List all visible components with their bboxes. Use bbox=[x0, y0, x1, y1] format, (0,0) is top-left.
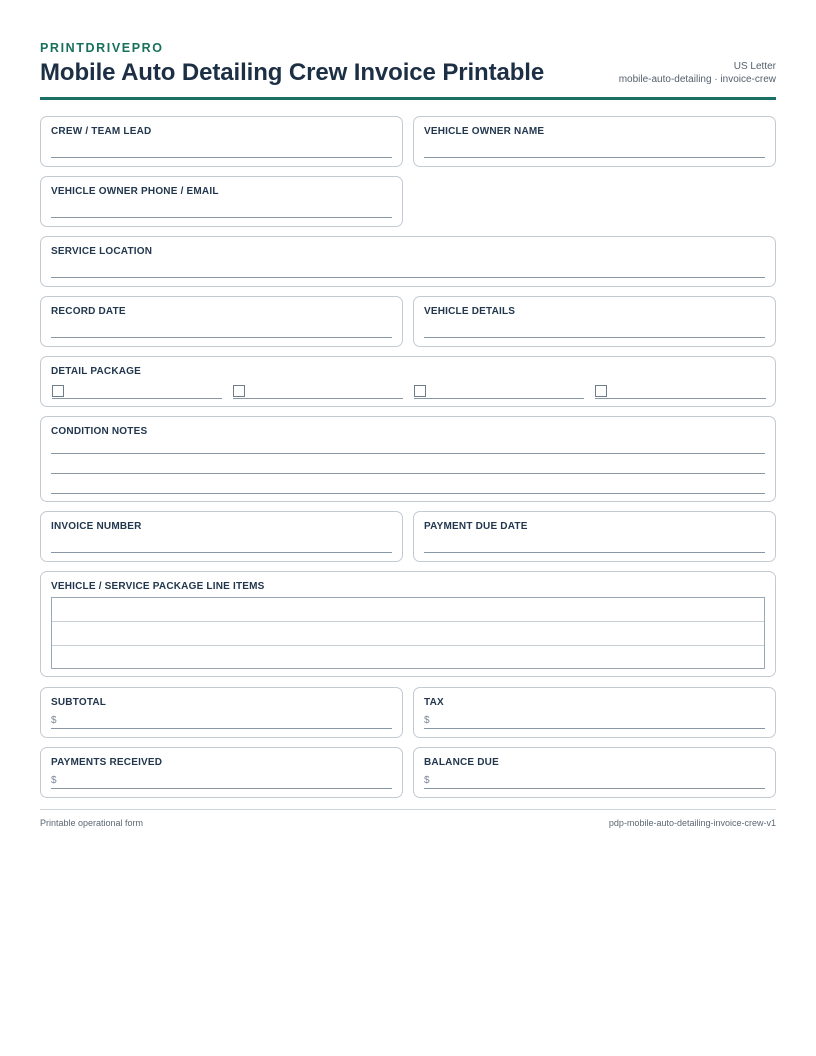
balance-due-field[interactable] bbox=[413, 747, 776, 798]
page-title: Mobile Auto Detailing Crew Invoice Printable bbox=[40, 59, 545, 86]
checkbox[interactable] bbox=[233, 385, 245, 397]
vehicle-owner-contact-label: VEHICLE OWNER PHONE / EMAIL bbox=[51, 186, 219, 197]
service-location-field[interactable] bbox=[40, 236, 776, 287]
detail-package-field bbox=[40, 356, 776, 407]
line-items-label: VEHICLE / SERVICE PACKAGE LINE ITEMS bbox=[51, 581, 265, 592]
vehicle-details-label: VEHICLE DETAILS bbox=[424, 306, 516, 317]
tax-label: TAX bbox=[424, 697, 444, 708]
payment-due-date-field[interactable] bbox=[413, 511, 776, 562]
service-location-line[interactable] bbox=[51, 277, 765, 278]
condition-notes-label: CONDITION NOTES bbox=[51, 426, 148, 437]
invoice-number-label: INVOICE NUMBER bbox=[51, 521, 142, 532]
service-location-label: SERVICE LOCATION bbox=[51, 246, 153, 257]
notes-line-2[interactable] bbox=[51, 473, 765, 474]
footer-caption: Printable operational form bbox=[40, 818, 144, 828]
currency-symbol: $ bbox=[51, 775, 57, 786]
currency-symbol: $ bbox=[424, 715, 430, 726]
vehicle-owner-name-field[interactable] bbox=[413, 116, 776, 167]
detail-package-option-3[interactable] bbox=[414, 383, 584, 399]
currency-symbol: $ bbox=[424, 775, 430, 786]
record-date-label: RECORD DATE bbox=[51, 306, 126, 317]
form-code: pdp-mobile-auto-detailing-invoice-crew-v1 bbox=[608, 818, 776, 828]
notes-line-3[interactable] bbox=[51, 493, 765, 494]
detail-package-option-1[interactable] bbox=[52, 383, 222, 399]
vehicle-details-field[interactable] bbox=[413, 296, 776, 347]
tax-line[interactable] bbox=[424, 728, 765, 729]
option-line[interactable] bbox=[233, 398, 403, 399]
crew-team-lead-field[interactable] bbox=[40, 116, 403, 167]
payments-received-label: PAYMENTS RECEIVED bbox=[51, 757, 163, 768]
footer-divider bbox=[40, 809, 776, 810]
document-slug: mobile-auto-detailing · invoice-crew bbox=[618, 74, 776, 85]
notes-line-1[interactable] bbox=[51, 453, 765, 454]
currency-symbol: $ bbox=[51, 715, 57, 726]
option-line[interactable] bbox=[52, 398, 222, 399]
payment-due-date-line[interactable] bbox=[424, 552, 765, 553]
subtotal-label: SUBTOTAL bbox=[51, 697, 107, 708]
checkbox[interactable] bbox=[595, 385, 607, 397]
payments-received-field[interactable] bbox=[40, 747, 403, 798]
option-line[interactable] bbox=[595, 398, 766, 399]
tax-field[interactable] bbox=[413, 687, 776, 738]
condition-notes-field[interactable] bbox=[40, 416, 776, 502]
detail-package-option-4[interactable] bbox=[595, 383, 766, 399]
option-line[interactable] bbox=[414, 398, 584, 399]
detail-package-option-2[interactable] bbox=[233, 383, 403, 399]
table-row-divider bbox=[52, 645, 764, 646]
vehicle-owner-contact-field[interactable] bbox=[40, 176, 403, 227]
payments-received-line[interactable] bbox=[51, 788, 392, 789]
balance-due-label: BALANCE DUE bbox=[424, 757, 499, 768]
table-row-divider bbox=[52, 621, 764, 622]
detail-package-label: DETAIL PACKAGE bbox=[51, 366, 142, 377]
paper-size: US Letter bbox=[733, 61, 776, 72]
checkbox[interactable] bbox=[52, 385, 64, 397]
subtotal-field[interactable] bbox=[40, 687, 403, 738]
balance-due-line[interactable] bbox=[424, 788, 765, 789]
vehicle-details-line[interactable] bbox=[424, 337, 765, 338]
invoice-number-line[interactable] bbox=[51, 552, 392, 553]
line-items-table[interactable] bbox=[51, 597, 765, 669]
vehicle-owner-name-line[interactable] bbox=[424, 157, 765, 158]
subtotal-line[interactable] bbox=[51, 728, 392, 729]
payment-due-date-label: PAYMENT DUE DATE bbox=[424, 521, 528, 532]
vehicle-owner-contact-line[interactable] bbox=[51, 217, 392, 218]
brand-name: PRINTDRIVEPRO bbox=[40, 41, 164, 55]
checkbox[interactable] bbox=[414, 385, 426, 397]
line-items-field bbox=[40, 571, 776, 677]
crew-team-lead-line[interactable] bbox=[51, 157, 392, 158]
record-date-line[interactable] bbox=[51, 337, 392, 338]
crew-team-lead-label: CREW / TEAM LEAD bbox=[51, 126, 152, 137]
header-divider bbox=[40, 97, 776, 100]
record-date-field[interactable] bbox=[40, 296, 403, 347]
vehicle-owner-name-label: VEHICLE OWNER NAME bbox=[424, 126, 545, 137]
document-meta bbox=[619, 60, 776, 86]
invoice-number-field[interactable] bbox=[40, 511, 403, 562]
